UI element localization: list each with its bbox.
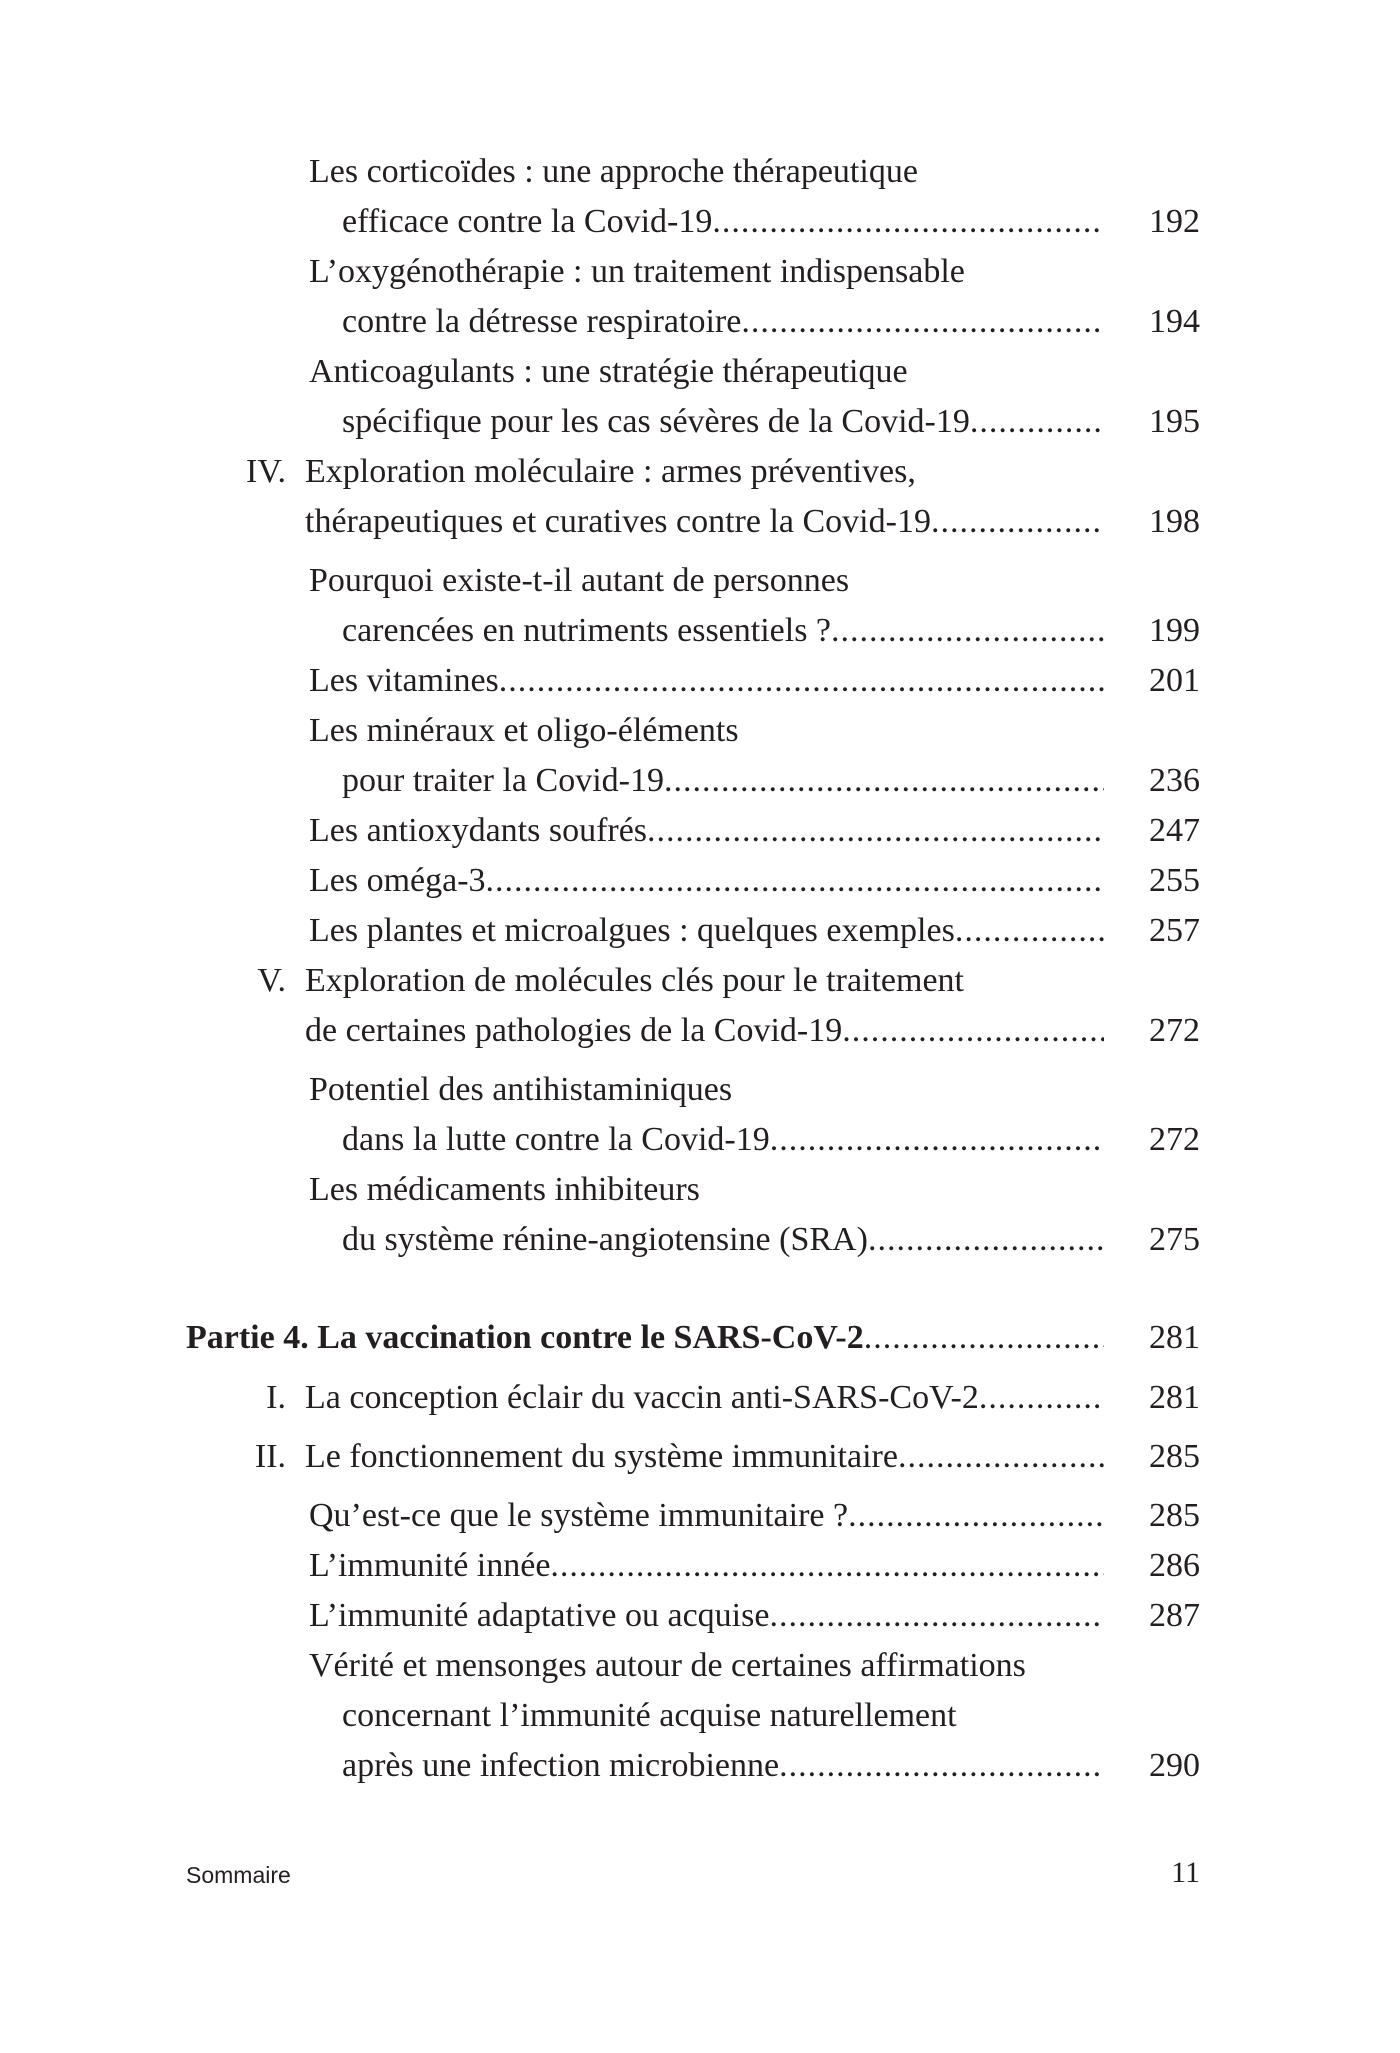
toc-entry-line: dans la lutte contre la Covid-19 ..... [342,1115,1104,1165]
toc-entry-line: Exploration de molécules clés pour le traitement [305,962,964,999]
dot-leader [979,1373,1104,1423]
toc-entry-line: L’immunité adaptative ou acquise ..... [309,1591,1104,1641]
toc-entry-line: contre la détresse respiratoire ..... [342,297,1104,347]
toc-page-number: 287 [1149,1597,1200,1634]
section-numeral: V. [257,962,286,999]
dot-leader [499,656,1104,706]
toc-entry-line: carencées en nutriments essentiels ? ..... [342,606,1104,656]
toc-entry-line: Exploration moléculaire : armes préventives, [305,453,916,490]
toc-page-number: 194 [1149,303,1200,340]
toc-part-heading: Partie 4. La vaccination contre le SARS-CoV-2 ..... [186,1313,1104,1363]
folio-page-number: 11 [1171,1856,1200,1889]
toc-page-number: 195 [1149,403,1200,440]
dot-leader [647,806,1104,856]
toc-entry-line: Les vitamines ..... [309,656,1104,706]
toc-page-number: 281 [1149,1379,1200,1416]
dot-leader [770,1115,1104,1165]
toc-entry-line: Pourquoi existe-t-il autant de personnes [309,562,850,599]
toc-entry-line: L’oxygénothérapie : un traitement indispensable [309,253,965,290]
toc-entry-line: Anticoagulants : une stratégie thérapeutique [309,353,908,390]
toc-page-number: 272 [1149,1012,1200,1049]
toc-page-number: 255 [1149,862,1200,899]
toc-entry-line: efficace contre la Covid-19 ..... [342,197,1104,247]
toc-entry-line: concernant l’immunité acquise naturellement [342,1697,957,1734]
toc-page-number: 192 [1149,203,1200,240]
section-numeral: I. [266,1379,286,1416]
toc-page-number: 199 [1149,612,1200,649]
toc-page-number: 281 [1149,1319,1200,1356]
dot-leader [550,1541,1104,1591]
dot-leader [712,197,1104,247]
dot-leader [831,606,1104,656]
toc-entry-line: de certaines pathologies de la Covid-19 ..... [305,1006,1104,1056]
toc-entry-line: Les antioxydants soufrés ..... [309,806,1104,856]
toc-entry-line: Les oméga-3 ..... [309,856,1104,906]
toc-entry-line: Qu’est-ce que le système immunitaire ? ..... [309,1491,1104,1541]
toc-entry-line: du système rénine-angiotensine (SRA) ..... [342,1215,1104,1265]
toc-entry-line: spécifique pour les cas sévères de la Covid-19 ..... [342,397,1104,447]
toc-page-number: 290 [1149,1747,1200,1784]
toc-page-number: 285 [1149,1438,1200,1475]
dot-leader [779,1741,1104,1791]
toc-entry-line: pour traiter la Covid-19 ..... [342,756,1104,806]
dot-leader [955,906,1104,956]
section-numeral: II. [254,1438,286,1475]
dot-leader [864,1313,1104,1363]
toc-entry-line: Les minéraux et oligo-éléments [309,712,739,749]
dot-leader [898,1432,1104,1482]
dot-leader [842,1006,1104,1056]
toc-page-number: 201 [1149,662,1200,699]
dot-leader [486,856,1104,906]
toc-page-number: 257 [1149,912,1200,949]
dot-leader [741,297,1104,347]
toc-entry-line: L’immunité innée ..... [309,1541,1104,1591]
dot-leader [848,1491,1104,1541]
toc-entry-line: thérapeutiques et curatives contre la Covid-19 ..... [305,497,1104,547]
toc-page-number: 286 [1149,1547,1200,1584]
dot-leader [868,1215,1104,1265]
toc-entry-line: Le fonctionnement du système immunitaire ..... [305,1432,1104,1482]
toc-page-number: 236 [1149,762,1200,799]
dot-leader [931,497,1104,547]
toc-entry-line: Vérité et mensonges autour de certaines affirmations [309,1647,1026,1684]
dot-leader [970,397,1104,447]
toc-entry-line: Les plantes et microalgues : quelques exemples ..... [309,906,1104,956]
section-numeral: IV. [246,453,286,490]
toc-entry-line: La conception éclair du vaccin anti-SARS-CoV-2 ..... [305,1373,1104,1423]
toc-page-number: 247 [1149,812,1200,849]
toc-entry-line: Les médicaments inhibiteurs [309,1171,700,1208]
toc-page-number: 275 [1149,1221,1200,1258]
toc-page-number: 198 [1149,503,1200,540]
toc-page-number: 285 [1149,1497,1200,1534]
toc-entry-line: Les corticoïdes : une approche thérapeutique [309,153,918,190]
dot-leader [769,1591,1104,1641]
toc-entry-line: après une infection microbienne ..... [342,1741,1104,1791]
toc-page-number: 272 [1149,1121,1200,1158]
dot-leader [664,756,1104,806]
toc-entry-line: Potentiel des antihistaminiques [309,1071,733,1108]
running-footer-section: Sommaire [186,1862,291,1888]
